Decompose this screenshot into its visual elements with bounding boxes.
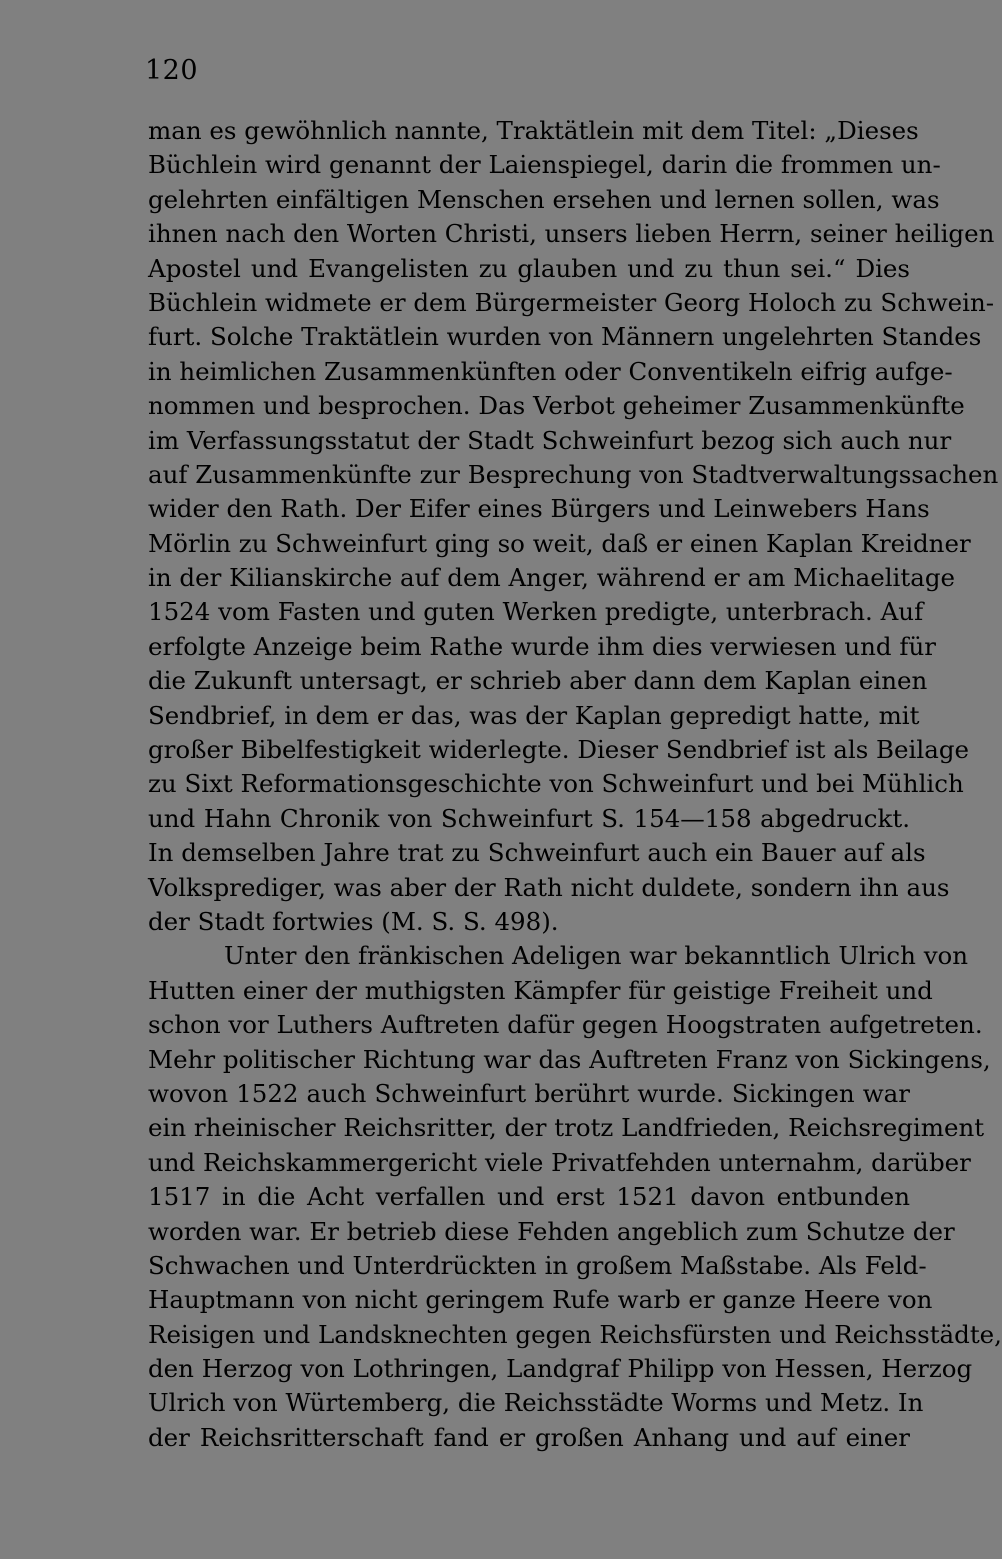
text-line: Schwachen und Unterdrückten in großem Maßstabe. Als Feld- xyxy=(148,1250,927,1280)
text-line: wider den Rath. Der Eifer eines Bürgers und Leinwebers Hans xyxy=(148,494,930,524)
text-line: zu Sixt Reformationsgeschichte von Schweinfurt und bei Mühlich xyxy=(148,769,964,799)
text-line: der Stadt fortwies (M. S. S. 498). xyxy=(148,906,559,936)
text-line: Apostel und Evangelisten zu glauben und zu thun sei.“ Dies xyxy=(148,253,910,283)
text-line: und Hahn Chronik von Schweinfurt S. 154—158 abgedruckt. xyxy=(148,803,910,833)
text-line: in heimlichen Zusammenkünften oder Conventikeln eifrig aufge- xyxy=(148,356,953,386)
text-line: schon vor Luthers Auftreten dafür gegen Hoogstraten aufgetreten. xyxy=(148,1010,983,1040)
text-line: ihnen nach den Worten Christi, unsers lieben Herrn, seiner heiligen xyxy=(148,219,995,249)
text-line: Mehr politischer Richtung war das Auftreten Franz von Sickingens, xyxy=(148,1044,991,1074)
text-line: Hutten einer der muthigsten Kämpfer für geistige Freiheit und xyxy=(148,975,933,1005)
text-line: Volksprediger, was aber der Rath nicht duldete, sondern ihn aus xyxy=(148,872,950,902)
text-line: erfolgte Anzeige beim Rathe wurde ihm dies verwiesen und für xyxy=(148,631,936,661)
text-line: auf Zusammenkünfte zur Besprechung von Stadtverwaltungssachen xyxy=(148,459,999,489)
text-line: in der Kilianskirche auf dem Anger, während er am Michaelitage xyxy=(148,563,956,593)
text-line: die Zukunft untersagt, er schrieb aber dann dem Kaplan einen xyxy=(148,666,928,696)
text-line: den Herzog von Lothringen, Landgraf Philipp von Hessen, Herzog xyxy=(148,1354,973,1384)
text-line: man es gewöhnlich nannte, Traktätlein mit dem Titel: „Dieses xyxy=(148,116,919,145)
body-text xyxy=(148,114,1002,1455)
text-line: In demselben Jahre trat zu Schweinfurt auch ein Bauer auf als xyxy=(148,838,926,868)
text-line: ein rheinischer Reichsritter, der trotz Landfrieden, Reichsregiment xyxy=(148,1113,985,1143)
text-line: 1524 vom Fasten und guten Werken predigte, unterbrach. Auf xyxy=(148,597,924,627)
text-line: großer Bibelfestigkeit widerlegte. Dieser Sendbrief ist als Beilage xyxy=(148,735,970,765)
text-line: furt. Solche Traktätlein wurden von Männern ungelehrten Standes xyxy=(148,322,982,352)
paragraph-2 xyxy=(148,939,1002,1455)
text-line: Unter den fränkischen Adeligen war bekanntlich Ulrich von xyxy=(224,941,969,971)
text-line: Ulrich von Würtemberg, die Reichsstädte Worms und Metz. In xyxy=(148,1388,924,1418)
page-number: 120 xyxy=(145,55,199,86)
paragraph-1 xyxy=(148,114,999,939)
text-line: Büchlein widmete er dem Bürgermeister Georg Holoch zu Schwein- xyxy=(148,287,995,317)
text-line: Sendbrief, in dem er das, was der Kaplan gepredigt hatte, mit xyxy=(148,700,920,730)
text-line: nommen und besprochen. Das Verbot geheimer Zusammenkünfte xyxy=(148,391,965,421)
text-line: Büchlein wird genannt der Laienspiegel, darin die frommen un- xyxy=(148,150,941,180)
text-line: Mörlin zu Schweinfurt ging so weit, daß er einen Kaplan Kreidner xyxy=(148,528,971,558)
text-line: wovon 1522 auch Schweinfurt berührt wurde. Sickingen war xyxy=(148,1078,910,1108)
text-line: im Verfassungsstatut der Stadt Schweinfurt bezog sich auch nur xyxy=(148,425,952,455)
text-line: worden war. Er betrieb diese Fehden angeblich zum Schutze der xyxy=(148,1216,955,1246)
text-line: der Reichsritterschaft fand er großen Anhang und auf einer xyxy=(148,1422,910,1452)
text-line: 1517 in die Acht verfallen und erst 1521 davon entbunden xyxy=(148,1182,910,1212)
text-line: gelehrten einfältigen Menschen ersehen und lernen sollen, was xyxy=(148,184,940,214)
text-line: Reisigen und Landsknechten gegen Reichsfürsten und Reichsstädte, xyxy=(148,1319,1002,1349)
text-line: und Reichskammergericht viele Privatfehden unternahm, darüber xyxy=(148,1147,971,1177)
text-line: Hauptmann von nicht geringem Rufe warb er ganze Heere von xyxy=(148,1285,933,1315)
